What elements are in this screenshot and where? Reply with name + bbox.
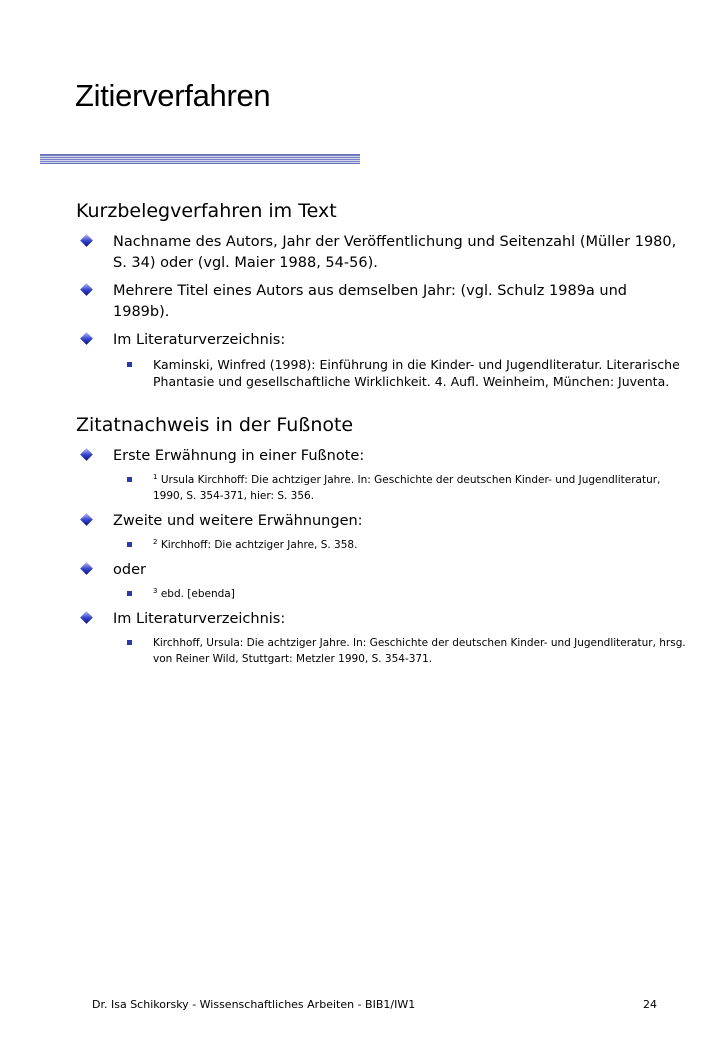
list-item-text: oder <box>113 562 146 578</box>
diamond-bullet-icon <box>80 332 93 345</box>
sublist <box>113 356 686 390</box>
sublist-item-text: Ursula Kirchhoff: Die achtziger Jahre. In: Geschichte der deutschen Kinder- und Jugendliteratur, 1990, S. 354-371, hier: S. 356. <box>153 474 661 502</box>
diamond-bullet-icon <box>80 562 93 575</box>
sublist <box>113 472 686 504</box>
list-item-text: Erste Erwähnung in einer Fußnote: <box>113 448 365 464</box>
title-underline <box>40 154 360 164</box>
page-number: 24 <box>643 998 657 1011</box>
sublist <box>113 586 686 602</box>
list-item-text: Mehrere Titel eines Autors aus demselben Jahr: (vgl. Schulz 1989a und 1989b). <box>113 283 627 320</box>
footnote-number: 1 <box>153 473 158 481</box>
fussnote-list <box>76 446 686 667</box>
sublist-item <box>113 472 686 504</box>
sublist-item-text: ebd. [ebenda] <box>160 588 235 600</box>
list-item <box>76 511 686 553</box>
section-heading-kurzbeleg: Kurzbelegverfahren im Text <box>76 200 337 222</box>
sublist-item <box>113 635 686 667</box>
diamond-bullet-icon <box>80 234 93 247</box>
sublist-item <box>113 537 686 553</box>
list-item-text: Zweite und weitere Erwähnungen: <box>113 513 363 529</box>
list-item-text: Im Literaturverzeichnis: <box>113 611 286 627</box>
kurzbeleg-list <box>76 232 686 390</box>
sublist-item-text: Kirchhoff, Ursula: Die achtziger Jahre. In: Geschichte der deutschen Kinder- und Jugendliteratur, hrsg. von Reiner Wild, Stuttgart: Metzler 1990, S. 354-371. <box>153 637 686 665</box>
diamond-bullet-icon <box>80 513 93 526</box>
sublist <box>113 635 686 667</box>
slide-title: Zitierverfahren <box>75 78 271 113</box>
list-item-text: Im Literaturverzeichnis: <box>113 332 286 348</box>
diamond-bullet-icon <box>80 283 93 296</box>
diamond-bullet-icon <box>80 611 93 624</box>
sublist-item-text: Kaminski, Winfred (1998): Einführung in die Kinder- und Jugendliteratur. Literarische Phantasie und gesellschaftliche Wirklichkeit. 4. Aufl. Weinheim, München: Juventa. <box>153 357 680 389</box>
list-item <box>76 281 686 323</box>
footer-author: Dr. Isa Schikorsky - Wissenschaftliches Arbeiten - BIB1/IW1 <box>92 998 416 1011</box>
square-bullet-icon <box>127 362 132 367</box>
list-item <box>76 609 686 667</box>
sublist <box>113 537 686 553</box>
list-item <box>76 560 686 602</box>
slide-footer <box>92 998 657 1011</box>
sublist-item-text: Kirchhoff: Die achtziger Jahre, S. 358. <box>160 539 358 551</box>
square-bullet-icon <box>127 640 132 645</box>
square-bullet-icon <box>127 542 132 547</box>
slide-content <box>76 198 686 674</box>
list-item <box>76 232 686 274</box>
list-item <box>76 446 686 504</box>
section-heading-fussnote: Zitatnachweis in der Fußnote <box>76 414 354 436</box>
footnote-number: 3 <box>153 587 158 595</box>
list-item <box>76 330 686 390</box>
footnote-number: 2 <box>153 538 158 546</box>
diamond-bullet-icon <box>80 448 93 461</box>
list-item-text: Nachname des Autors, Jahr der Veröffentlichung und Seitenzahl (Müller 1980, S. 34) oder (vgl. Maier 1988, 54-56). <box>113 234 677 271</box>
square-bullet-icon <box>127 591 132 596</box>
sublist-item <box>113 586 686 602</box>
square-bullet-icon <box>127 477 132 482</box>
sublist-item <box>113 356 686 390</box>
